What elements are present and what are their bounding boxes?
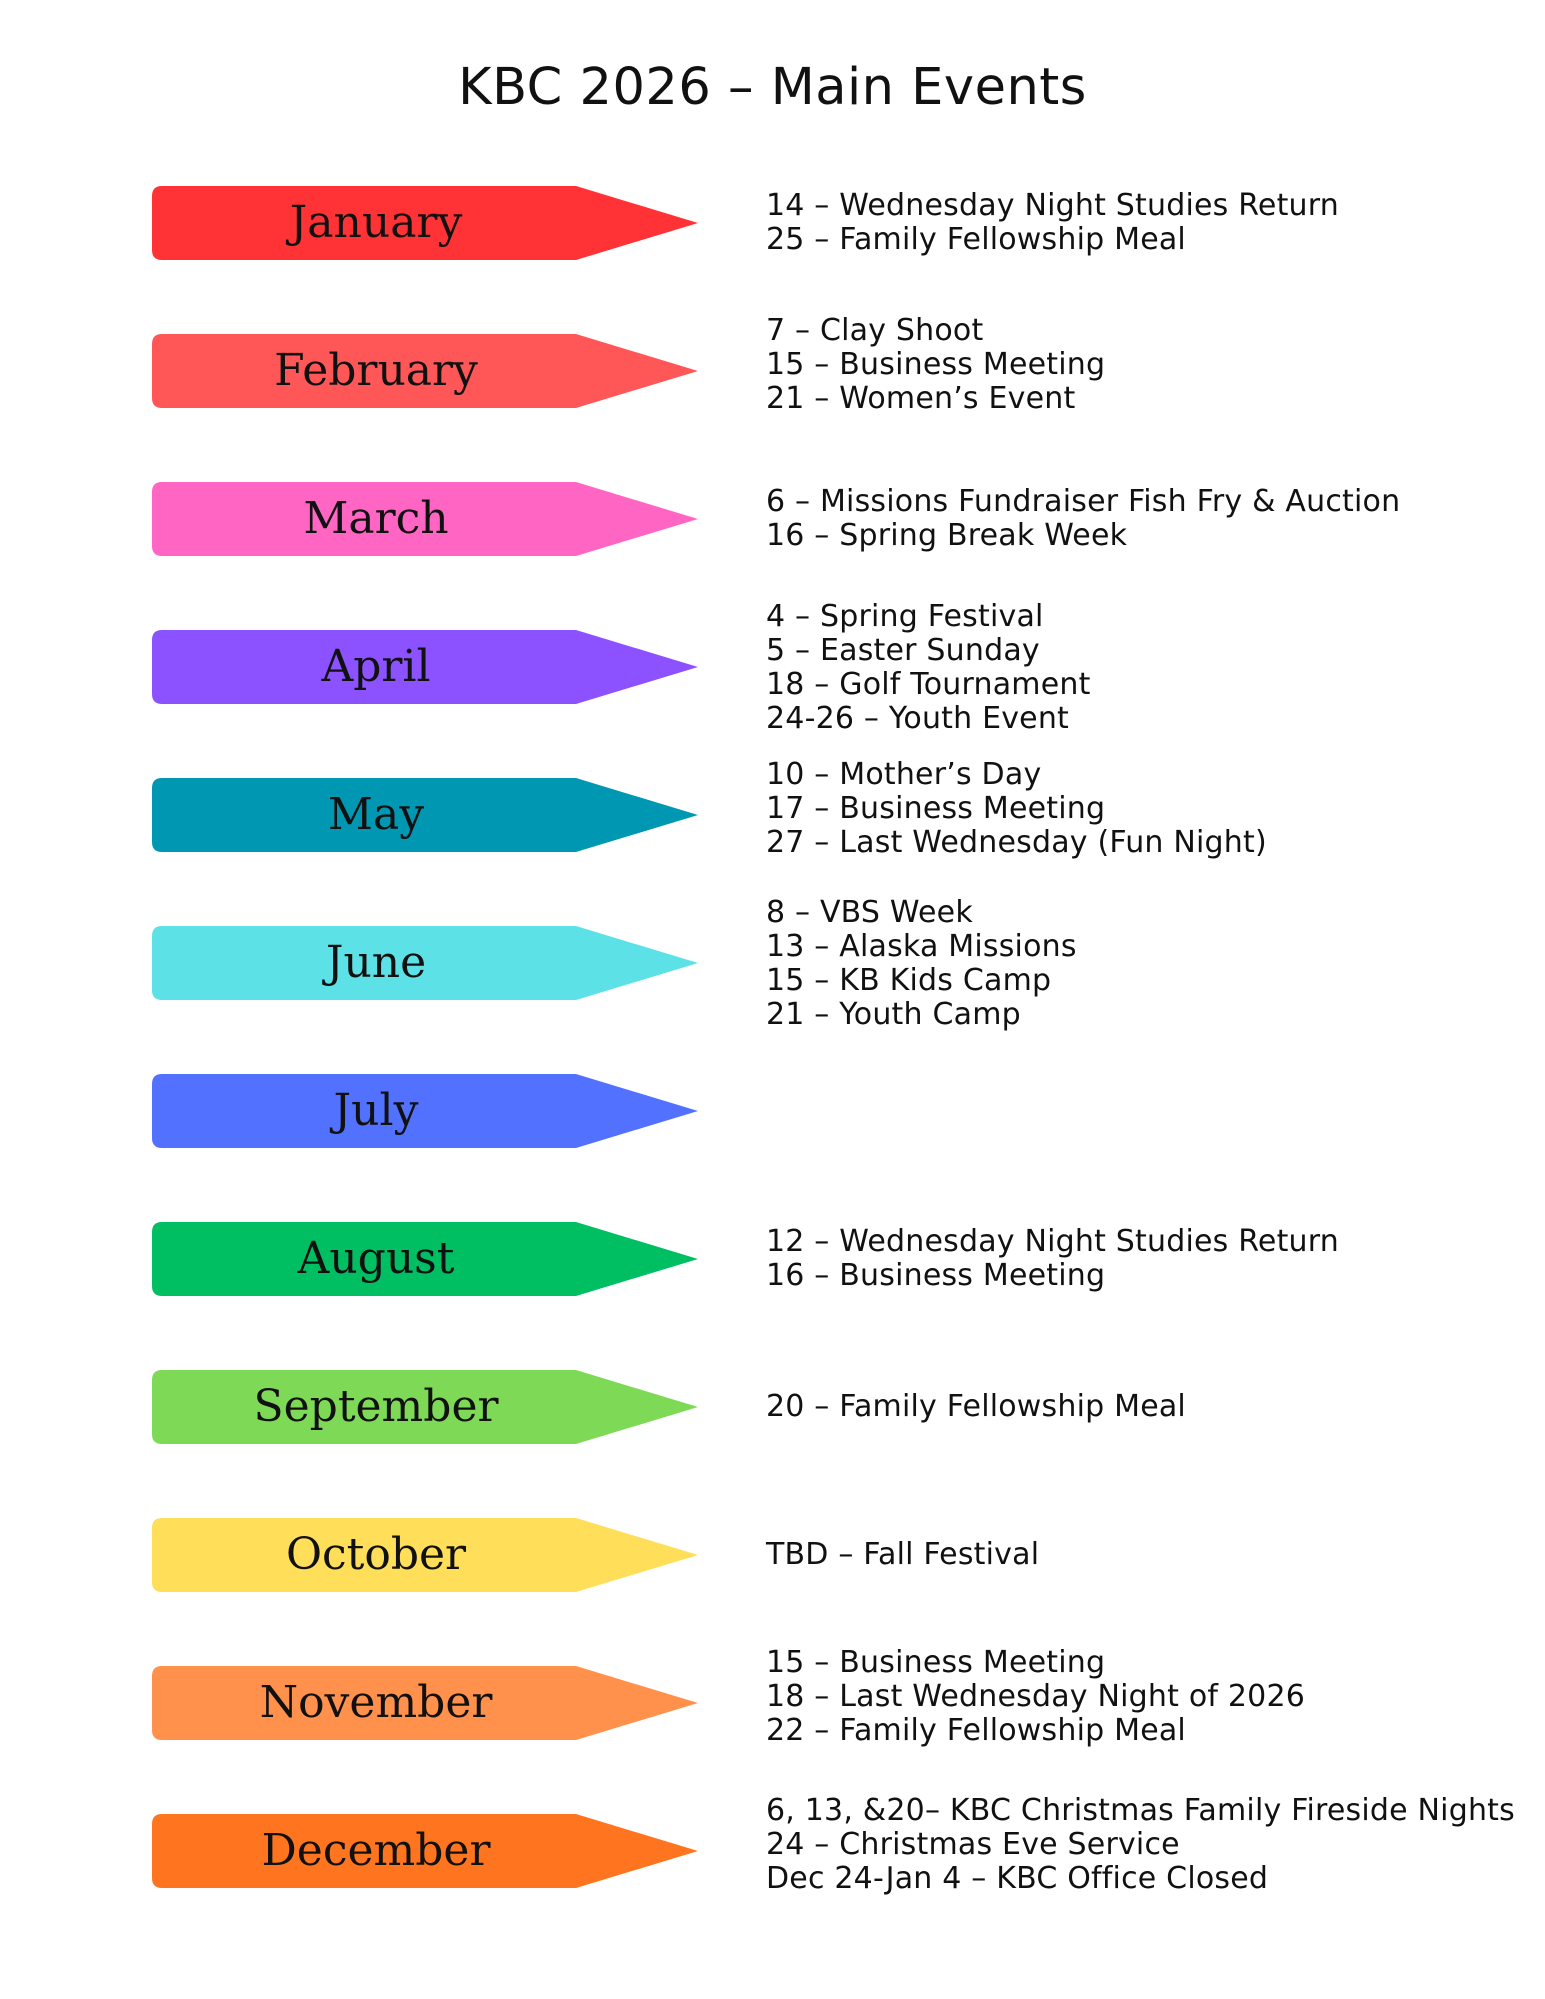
event-list-march (766, 485, 1526, 553)
month-row-march (0, 482, 1545, 556)
month-label-january: January (289, 197, 463, 248)
month-row-november (0, 1645, 1545, 1748)
event-item: 5 – Easter Sunday (766, 633, 1040, 668)
month-row-may (0, 757, 1545, 860)
event-item: 16 – Business Meeting (766, 1258, 1106, 1293)
month-row-december (0, 1793, 1545, 1896)
month-row-july (0, 1074, 1545, 1148)
event-item: 10 – Mother’s Day (766, 757, 1042, 792)
month-label-december: December (261, 1825, 491, 1876)
crayon-band-december (152, 1814, 698, 1888)
crayon-band-april (152, 630, 698, 704)
event-item: 18 – Golf Tournament (766, 667, 1091, 702)
event-item: 16 – Spring Break Week (766, 518, 1128, 553)
crayon-band-october (152, 1518, 698, 1592)
crayon-band-february (152, 334, 698, 408)
month-label-april: April (321, 641, 431, 692)
event-item: 24-26 – Youth Event (766, 701, 1070, 736)
crayon-band-august (152, 1222, 698, 1296)
page-title: KBC 2026 – Main Events (458, 58, 1087, 117)
month-label-november: November (259, 1677, 493, 1728)
event-item: 6, 13, &20– KBC Christmas Family Fireside Nights (766, 1793, 1515, 1828)
event-item: 4 – Spring Festival (766, 599, 1044, 634)
month-label-october: October (285, 1529, 467, 1580)
month-row-april (0, 599, 1545, 736)
event-item: 21 – Youth Camp (766, 997, 1021, 1032)
month-row-february (0, 313, 1545, 416)
event-list-september (766, 1390, 1526, 1424)
event-item: 13 – Alaska Missions (766, 929, 1077, 964)
event-item: 15 – Business Meeting (766, 347, 1106, 382)
month-row-september (0, 1370, 1545, 1444)
event-item: 24 – Christmas Eve Service (766, 1827, 1180, 1862)
month-label-august: August (297, 1233, 455, 1284)
event-item: 12 – Wednesday Night Studies Return (766, 1224, 1339, 1259)
event-item: Dec 24-Jan 4 – KBC Office Closed (766, 1861, 1269, 1896)
month-row-january (0, 186, 1545, 260)
event-list-december (766, 1794, 1526, 1896)
event-item: 6 – Missions Fundraiser Fish Fry & Auction (766, 484, 1401, 519)
crayon-band-june (152, 926, 698, 1000)
month-label-march: March (303, 493, 449, 544)
event-item: 25 – Family Fellowship Meal (766, 222, 1186, 257)
event-item: 18 – Last Wednesday Night of 2026 (766, 1679, 1306, 1714)
event-item: 22 – Family Fellowship Meal (766, 1713, 1186, 1748)
crayon-band-july (152, 1074, 698, 1148)
event-item: TBD – Fall Festival (766, 1537, 1040, 1572)
event-list-november (766, 1646, 1526, 1748)
event-item: 15 – KB Kids Camp (766, 963, 1052, 998)
event-item: 8 – VBS Week (766, 895, 973, 930)
crayon-band-november (152, 1666, 698, 1740)
event-list-may (766, 758, 1526, 860)
month-row-june (0, 895, 1545, 1032)
month-label-may: May (327, 789, 425, 840)
month-label-june: June (325, 937, 427, 988)
event-list-february (766, 314, 1526, 416)
month-row-october (0, 1518, 1545, 1592)
month-label-february: February (274, 345, 478, 396)
event-item: 20 – Family Fellowship Meal (766, 1389, 1186, 1424)
event-item: 7 – Clay Shoot (766, 313, 984, 348)
event-list-october (766, 1538, 1526, 1572)
event-item: 21 – Women’s Event (766, 381, 1076, 416)
crayon-band-september (152, 1370, 698, 1444)
month-label-september: September (253, 1381, 499, 1432)
event-list-january (766, 189, 1526, 257)
event-list-april (766, 600, 1526, 736)
event-list-august (766, 1225, 1526, 1293)
crayon-band-january (152, 186, 698, 260)
month-label-july: July (333, 1085, 419, 1136)
crayon-band-march (152, 482, 698, 556)
event-item: 27 – Last Wednesday (Fun Night) (766, 825, 1267, 860)
month-row-august (0, 1222, 1545, 1296)
event-item: 17 – Business Meeting (766, 791, 1106, 826)
event-item: 14 – Wednesday Night Studies Return (766, 188, 1339, 223)
event-list-june (766, 896, 1526, 1032)
crayon-band-may (152, 778, 698, 852)
event-item: 15 – Business Meeting (766, 1645, 1106, 1680)
